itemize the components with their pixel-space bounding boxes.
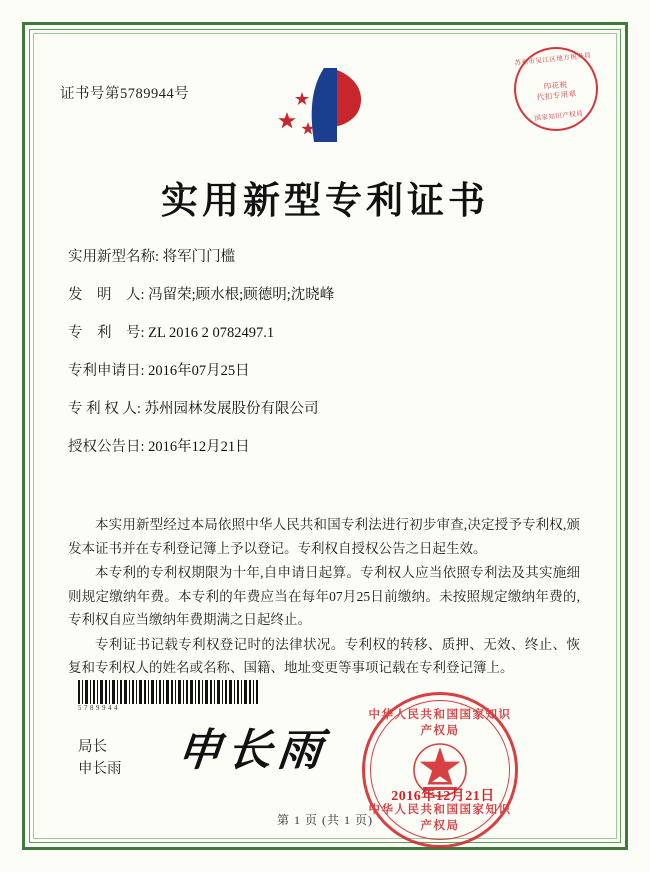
barcode-digits: 5789944 [78,704,120,712]
patent-barcode [78,680,258,704]
field-application-date [68,362,588,381]
field-utility-model-name [68,248,588,267]
page-footer: 第 1 页 (共 1 页) [277,813,373,827]
label-patent-number: 专 利 号: [68,325,145,341]
value-patent-number: ZL 2016 2 0782497.1 [148,325,275,341]
legal-paragraph-3: 专利证书记载专利权登记时的法律状况。专利权的转移、质押、无效、终止、恢复和专利权人的姓名或名称、国籍、地址变更等事项记载在专利登记簿上。 [68,636,580,675]
signature-block [78,736,122,780]
legal-paragraph-2: 本专利的专利权期限为十年,自申请日起算。专利权人应当依照专利法及其实施细则规定缴纳年费。本专利的年费应当在每年07月25日前缴纳。未按照规定缴纳年费的,专利权自应当缴纳年费期满之日起终止。 [68,565,580,627]
cnipa-sail-logo-icon [262,60,372,150]
seal-date: 2016年12月21日 [391,789,495,804]
seal-arc-top-text: 中华人民共和国国家知识产权局 [368,709,512,737]
tax-seal-arc-bottom: 国家知识产权局 [534,110,584,123]
legal-body-text [68,513,580,681]
label-grant-date: 授权公告日: [68,439,145,455]
value-inventors: 冯留荣;顾水根;顾德明;沈晓峰 [148,287,335,303]
tax-seal-line-2: 代扣专用章 [536,88,578,103]
label-inventors: 发 明 人: [68,287,145,303]
tax-seal-line-1: 印花税 [543,79,569,92]
director-name-label: 申长雨 [78,761,122,777]
page-title: 实用新型专利证书 [161,181,489,222]
value-application-date: 2016年07月25日 [148,363,250,379]
field-grant-date [68,438,588,457]
certificate-number: 证书号第5789944号 [60,86,190,102]
value-grant-date: 2016年12月21日 [148,439,250,455]
director-title-label: 局长 [78,739,107,755]
handwritten-signature: 申长雨 [174,726,331,775]
label-patentee: 专 利 权 人: [68,401,141,417]
seal-arc-bottom-text: 中华人民共和国国家知识产权局 [368,804,512,832]
tax-seal-arc-top: 苏州市吴江区地方税务局 [514,52,592,68]
field-list [68,248,588,476]
value-utility-model-name: 将军门门槛 [162,249,236,265]
label-application-date: 专利申请日: [68,363,145,379]
field-patent-number [68,324,588,343]
value-patentee: 苏州园林发展股份有限公司 [144,401,319,417]
field-inventors [68,286,588,305]
field-patentee [68,400,588,419]
legal-paragraph-1: 本实用新型经过本局依照中华人民共和国专利法进行初步审查,决定授予专利权,颁发本证书并在专利登记簿上予以登记。专利权自授权公告之日起生效。 [68,517,580,556]
label-utility-model-name: 实用新型名称: [68,249,160,265]
